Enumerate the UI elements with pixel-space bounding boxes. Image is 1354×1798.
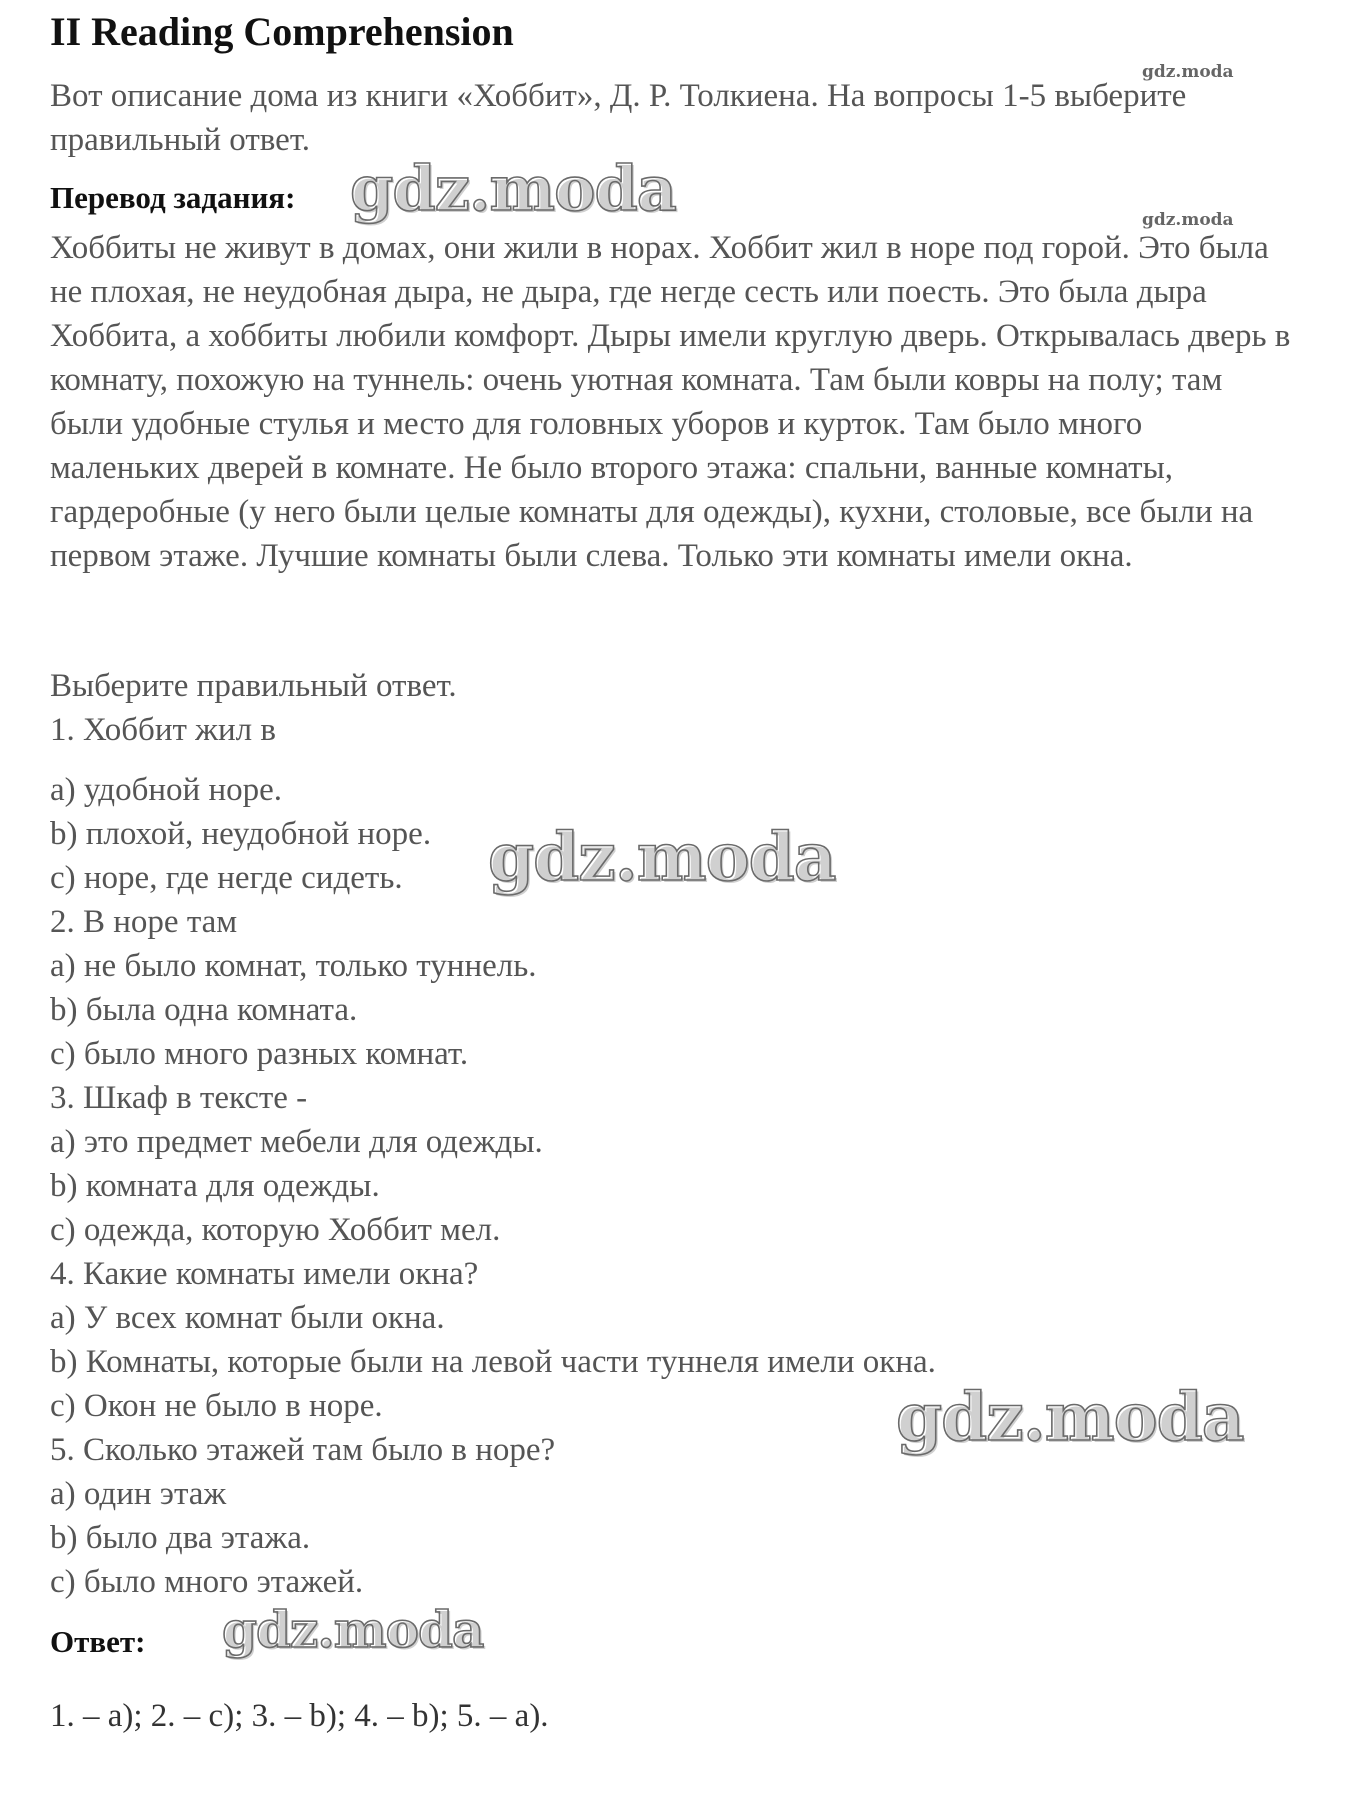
question-5-option-a: a) один этаж: [50, 1476, 227, 1512]
answer-text: 1. – a); 2. – c); 3. – b); 4. – b); 5. – a).: [50, 1698, 549, 1734]
question-4-option-b: b) Комнаты, которые были на левой части туннеля имели окна.: [50, 1344, 936, 1380]
question-3-option-b: b) комната для одежды.: [50, 1168, 380, 1204]
question-2-option-b: b) была одна комната.: [50, 992, 358, 1028]
question-1-option-c: c) норе, где негде сидеть.: [50, 860, 403, 896]
question-4: 4. Какие комнаты имели окна?: [50, 1256, 479, 1292]
translation-heading: Перевод задания:: [50, 180, 296, 215]
question-2-option-a: a) не было комнат, только туннель.: [50, 948, 537, 984]
question-3: 3. Шкаф в тексте -: [50, 1080, 308, 1116]
intro-paragraph: Вот описание дома из книги «Хоббит», Д. Р. Толкиена. На вопросы 1-5 выберите правильный ответ.: [50, 78, 1187, 158]
question-3-option-a: a) это предмет мебели для одежды.: [50, 1124, 543, 1160]
question-2: 2. В норе там: [50, 904, 238, 940]
watermark-answer: gdz.moda: [222, 1600, 484, 1659]
watermark-question-4: gdz.moda: [896, 1378, 1244, 1456]
question-1-option-a: a) удобной норе.: [50, 772, 283, 808]
watermark-translation: gdz.moda: [350, 152, 676, 225]
instruction-line: Выберите правильный ответ.: [50, 668, 457, 704]
page-title: II Reading Comprehension: [50, 9, 514, 54]
watermark-small-mid: gdz.moda: [1142, 210, 1234, 230]
question-4-option-a: a) У всех комнат были окна.: [50, 1300, 445, 1336]
question-4-option-c: c) Окон не было в норе.: [50, 1388, 383, 1424]
question-5: 5. Сколько этажей там было в норе?: [50, 1432, 556, 1468]
watermark-small-top: gdz.moda: [1142, 62, 1234, 82]
question-5-option-c: c) было много этажей.: [50, 1564, 364, 1600]
question-5-option-b: b) было два этажа.: [50, 1520, 311, 1556]
question-1-option-b: b) плохой, неудобной норе.: [50, 816, 432, 852]
question-1: 1. Хоббит жил в: [50, 712, 276, 748]
answer-heading: Ответ:: [50, 1624, 146, 1659]
watermark-question-1: gdz.moda: [488, 818, 836, 896]
question-3-option-c: c) одежда, которую Хоббит мел.: [50, 1212, 501, 1248]
question-2-option-c: c) было много разных комнат.: [50, 1036, 469, 1072]
translation-text: Хоббиты не живут в домах, они жили в норах. Хоббит жил в норе под горой. Это была не плохая, не неудобная дыра, не дыра, где негде сесть или поесть. Это была дыра Хоббита, а хоббиты любили комфорт. Дыры имели круглую дверь. Открывалась дверь в комнату, похожую на туннель: очень уютная комната. Там были ковры на полу; там были удобные стулья и место для головных уборов и курток. Там было много маленьких дверей в комнате. Не было второго этажа: спальни, ванные комнаты, гардеробные (у него были целые комнаты для одежды), кухни, столовые, все были на первом этаже. Лучшие комнаты были слева. Только эти комнаты имели окна.: [50, 230, 1291, 574]
